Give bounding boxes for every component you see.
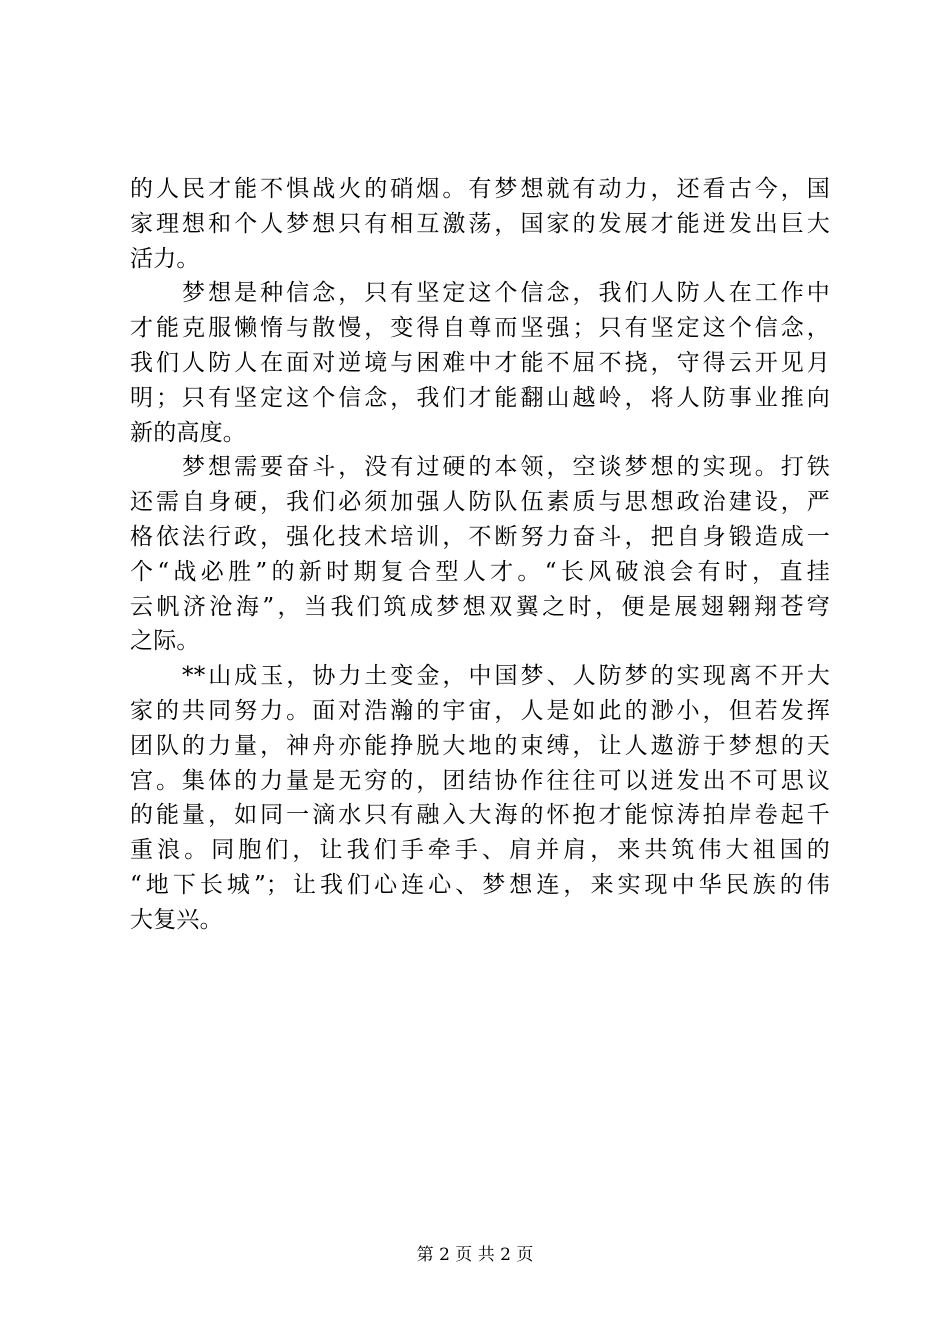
text-line: 的能量，如同一滴水只有融入大海的怀抱才能惊涛拍岸卷起千 (130, 802, 830, 829)
text-line: 活力。 (130, 245, 200, 272)
page-number-label: 第 2 页 共 2 页 (416, 1245, 534, 1265)
text-line: 梦想是种信念，只有坚定这个信念，我们人防人在工作中 (130, 280, 830, 307)
text-line: 大复兴。 (130, 906, 223, 933)
text-line: 家的共同努力。面对浩瀚的宇宙，人是如此的渺小，但若发挥 (130, 697, 830, 724)
page-footer (0, 1243, 950, 1267)
text-line: 家理想和个人梦想只有相互激荡，国家的发展才能迸发出巨大 (130, 210, 830, 237)
text-line: **山成玉，协力土变金，中国梦、人防梦的实现离不开大 (130, 663, 830, 690)
text-line: 明；只有坚定这个信念，我们才能翻山越岭，将人防事业推向 (130, 384, 830, 411)
text-line: 云帆济沧海”，当我们筑成梦想双翼之时，便是展翅翱翔苍穹 (130, 593, 830, 620)
text-line: “地下长城”；让我们心连心、梦想连，来实现中华民族的伟 (130, 871, 830, 898)
text-line: 重浪。同胞们，让我们手牵手、肩并肩，来共筑伟大祖国的 (130, 837, 830, 864)
body-text (130, 172, 830, 938)
text-line: 还需自身硬，我们必须加强人防队伍素质与思想政治建设，严 (130, 489, 830, 516)
text-line: 的人民才能不惧战火的硝烟。有梦想就有动力，还看古今，国 (130, 176, 830, 202)
text-line: 梦想需要奋斗，没有过硬的本领，空谈梦想的实现。打铁 (130, 454, 830, 481)
text-line: 才能克服懒惰与散慢，变得自尊而坚强；只有坚定这个信念， (130, 315, 830, 342)
text-line: 新的高度。 (130, 419, 246, 446)
text-line: 宫。集体的力量是无穷的，团结协作往往可以迸发出不可思议 (130, 767, 830, 794)
text-line: 我们人防人在面对逆境与困难中才能不屈不挠，守得云开见月 (130, 349, 830, 376)
text-line: 格依法行政，强化技术培训，不断努力奋斗，把自身锻造成一 (130, 523, 830, 550)
text-line: 团队的力量，神舟亦能挣脱大地的束缚，让人遨游于梦想的天 (130, 732, 830, 759)
text-line: 个“战必胜”的新时期复合型人才。“长风破浪会有时，直挂 (130, 558, 830, 585)
text-line: 之际。 (130, 628, 200, 655)
